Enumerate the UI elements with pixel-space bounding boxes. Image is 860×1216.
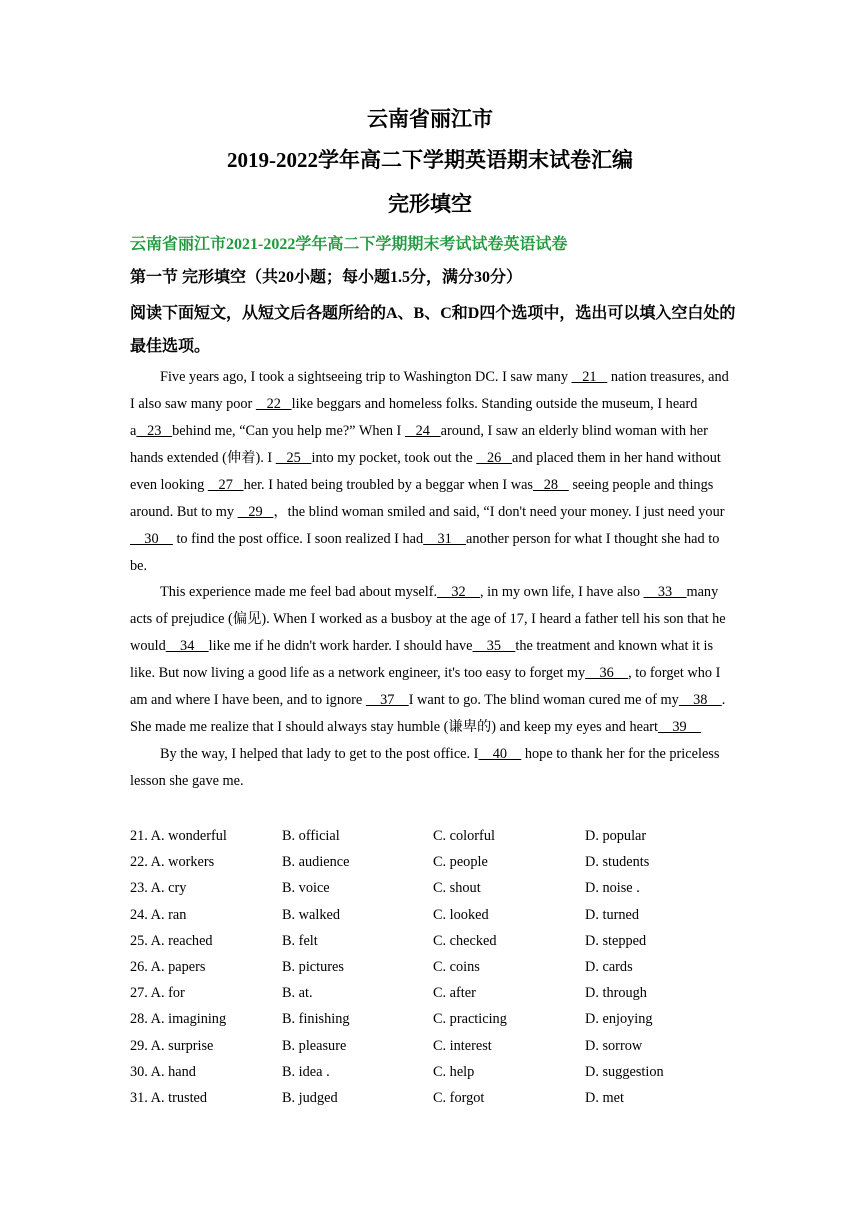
option-choice: B. walked: [282, 906, 340, 923]
option-choice: 22. A. workers: [130, 854, 215, 871]
option-choice: 21. A. wonderful: [130, 828, 227, 844]
option-choice: D. enjoying: [585, 1011, 653, 1028]
cloze-blank: 25: [275, 450, 312, 466]
option-choice: D. popular: [585, 828, 647, 844]
option-choice: C. looked: [433, 906, 489, 923]
option-choice: D. suggestion: [585, 1063, 664, 1080]
passage-text: I want to go. The blind woman cured me of my: [408, 692, 679, 708]
cloze-blank: 31: [423, 531, 467, 547]
cloze-blank: 37: [365, 692, 409, 708]
option-choice: D. cards: [585, 958, 633, 975]
option-choice: B. finishing: [282, 1011, 350, 1028]
option-choice: 23. A. cry: [130, 880, 187, 897]
cloze-blank: 27: [207, 477, 244, 493]
option-choice: 25. A. reached: [130, 932, 213, 949]
passage-text: many acts of prejudice (偏见). When I worked as a busboy at the age of 17, I heard a father tell his son that he would: [130, 584, 726, 654]
option-choice: C. after: [433, 985, 476, 1002]
cloze-blank: 34: [165, 638, 209, 654]
passage-text: her. I hated being troubled by a beggar when I was: [243, 477, 533, 493]
option-choice: D. noise .: [585, 880, 640, 897]
passage-text: This experience made me feel bad about myself.: [160, 584, 438, 600]
option-choice: D. students: [585, 854, 650, 871]
cloze-blank: 21: [571, 369, 608, 385]
cloze-blank: 23: [136, 423, 173, 439]
passage-text: to find the post office. I soon realized I had: [172, 531, 424, 547]
option-choice: B. official: [282, 828, 340, 844]
passage-text: hope to thank her for the priceless lesson she gave me.: [130, 746, 720, 789]
passage-text: another person for what I thought she had to be.: [130, 531, 720, 574]
option-choice: D. turned: [585, 906, 639, 923]
option-choice: B. audience: [282, 854, 350, 871]
cloze-blank: 40: [478, 746, 522, 762]
option-choice: 31. A. trusted: [130, 1089, 208, 1106]
passage-text: ，the blind woman smiled and said, “I don't need your money. I just need your: [273, 504, 725, 520]
option-choice: C. people: [433, 854, 488, 871]
option-choice: C. checked: [433, 932, 497, 949]
option-choice: C. interest: [433, 1037, 492, 1054]
answer-options: [130, 823, 734, 1111]
option-choice: D. stepped: [585, 932, 647, 949]
passage-text: like beggars and homeless folks. Standing outside the museum, I heard a: [130, 396, 698, 439]
cloze-blank: 35: [472, 638, 516, 654]
passage-text: , in my own life, I have also: [479, 584, 644, 600]
cloze-blank: 29: [237, 504, 274, 520]
option-choice: C. coins: [433, 958, 480, 975]
option-choice: D. sorrow: [585, 1037, 643, 1054]
cloze-blank: 39: [658, 719, 701, 735]
passage-text: , to forget who I am and where I have been, and to ignore: [130, 665, 721, 708]
option-choice: D. met: [585, 1089, 624, 1106]
option-choice: 28. A. imagining: [130, 1011, 227, 1028]
passage-text: like me if he didn't work harder. I should have: [208, 638, 473, 654]
cloze-blank: 24: [404, 423, 441, 439]
option-choice: 29. A. surprise: [130, 1037, 214, 1054]
option-choice: B. pictures: [282, 958, 344, 975]
option-row: [130, 823, 734, 849]
option-row: [130, 1033, 734, 1059]
passage-text: behind me, “Can you help me?” When I: [172, 423, 405, 439]
cloze-blank: 30: [130, 531, 173, 547]
option-choice: B. idea .: [282, 1063, 330, 1080]
option-row: [130, 980, 734, 1006]
cloze-blank: 22: [255, 396, 292, 412]
option-row: [130, 902, 734, 928]
option-choice: B. felt: [282, 932, 318, 949]
passage-text: nation treasures, and I also saw many poor: [130, 369, 729, 412]
passage-text: seeing people and things around. But to my: [130, 477, 714, 520]
passage-paragraph-3: [130, 741, 734, 795]
cloze-blank: 36: [585, 665, 629, 681]
option-row: [130, 1059, 734, 1085]
option-choice: B. pleasure: [282, 1037, 347, 1054]
option-row: [130, 849, 734, 875]
cloze-blank: 26: [476, 450, 513, 466]
option-choice: B. at.: [282, 985, 313, 1002]
passage-text: Five years ago, I took a sightseeing trip to Washington DC. I saw many: [160, 369, 572, 385]
passage-paragraph-2: [130, 579, 734, 741]
option-row: [130, 1085, 734, 1111]
option-choice: B. voice: [282, 880, 330, 897]
option-row: [130, 875, 734, 901]
cloze-blank: 33: [643, 584, 687, 600]
option-choice: 26. A. papers: [130, 958, 206, 975]
option-choice: C. colorful: [433, 828, 495, 844]
option-choice: D. through: [585, 985, 647, 1002]
option-choice: 24. A. ran: [130, 906, 187, 923]
cloze-blank: 38: [678, 692, 722, 708]
option-choice: C. help: [433, 1063, 475, 1080]
option-choice: B. judged: [282, 1089, 338, 1106]
option-choice: 30. A. hand: [130, 1063, 196, 1080]
passage-text: the treatment and known what it is like. But now living a good life as a network engineer, it's too easy to forget my: [130, 638, 714, 681]
option-row: [130, 928, 734, 954]
passage-text: By the way, I helped that lady to get to the post office. I: [160, 746, 479, 762]
instructions: 阅读下面短文，从短文后各题所给的A、B、C和D四个选项中，选出可以填入空白处的最佳选项。: [130, 305, 736, 355]
option-choice: 27. A. for: [130, 985, 185, 1002]
cloze-passage: [130, 364, 734, 795]
option-row: [130, 1006, 734, 1032]
passage-text: and placed them in her hand without even looking: [130, 450, 721, 493]
page-title-region: 云南省丽江市: [367, 107, 493, 131]
option-row: [130, 954, 734, 980]
passage-text: into my pocket, took out the: [311, 450, 477, 466]
section-heading: 第一节 完形填空（共20小题；每小题1.5分，满分30分）: [130, 269, 523, 286]
option-choice: C. forgot: [433, 1089, 485, 1106]
option-choice: C. shout: [433, 880, 481, 897]
source-exam-title: 云南省丽江市2021-2022学年高二下学期期末考试试卷英语试卷: [130, 236, 568, 253]
passage-text: around, I saw an elderly blind woman with her hands extended (伸着). I: [130, 423, 708, 466]
page-title-topic: 完形填空: [388, 192, 472, 216]
passage-paragraph-1: [130, 364, 734, 580]
option-choice: C. practicing: [433, 1011, 507, 1028]
cloze-blank: 28: [533, 477, 569, 493]
page-title-exam: 2019-2022学年高二下学期英语期末试卷汇编: [227, 148, 633, 172]
cloze-blank: 32: [437, 584, 480, 600]
passage-text: . She made me realize that I should always stay humble (谦卑的) and keep my eyes and heart: [130, 692, 726, 735]
